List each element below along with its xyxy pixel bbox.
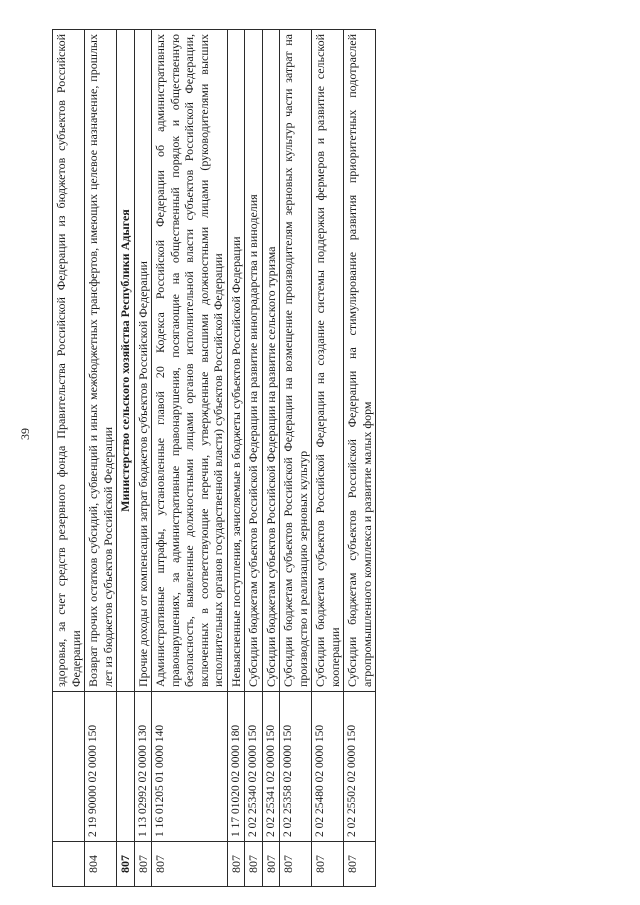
admin-code-cell — [53, 842, 85, 887]
table-row — [280, 30, 312, 887]
description-cell: Субсидии бюджетам субъектов Российской Федерации на развитие сельского туризма — [262, 30, 280, 692]
admin-code-cell: 807 — [262, 842, 280, 887]
budget-code-cell — [117, 692, 135, 842]
description-cell: Субсидии бюджетам субъектов Российской Федерации на стимулирование развития приоритетных подотраслей агропромышленного комплекса и развитие малых форм — [344, 30, 376, 692]
admin-code-cell: 807 — [134, 842, 152, 887]
budget-code-cell: 2 19 90000 02 0000 150 — [85, 692, 117, 842]
admin-code-cell: 804 — [85, 842, 117, 887]
description-cell: Субсидии бюджетам субъектов Российской Федерации на создание системы поддержки фермеров и развитие сельской кооперации — [312, 30, 344, 692]
description-cell: Административные штрафы, установленные главой 20 Кодекса Российской Федерации об административных правонарушениях, за административные правонарушения, посягающие на общественный порядок и общественную безопасность, выявленные должностными лицами органов исполнительной власти субъектов Российской Федерации, включенных в соответствующие перечни, утвержденные высшими должностными лицами (руководителями высших исполнительных органов государственной власти) субъектов Российской Федерации — [152, 30, 228, 692]
page-number: 39 — [18, 428, 32, 440]
admin-code-cell: 807 — [245, 842, 263, 887]
admin-code-cell: 807 — [117, 842, 135, 887]
description-cell: Возврат прочих остатков субсидий, субвенций и иных межбюджетных трансфертов, имеющих целевое назначение, прошлых лет из бюджетов субъектов Российской Федерации — [85, 30, 117, 692]
budget-code-cell: 2 02 25502 02 0000 150 — [344, 692, 376, 842]
table-row — [262, 30, 280, 887]
budget-code-cell: 2 02 25340 02 0000 150 — [245, 692, 263, 842]
table-row — [117, 30, 135, 887]
budget-code-cell: 2 02 25341 02 0000 150 — [262, 692, 280, 842]
description-cell: Субсидии бюджетам субъектов Российской Федерации на возмещение производителям зерновых культур части затрат на производство и реализацию зерновых культур — [280, 30, 312, 692]
description-cell: Прочие доходы от компенсации затрат бюджетов субъектов Российской Федерации — [134, 30, 152, 692]
admin-code-cell: 807 — [227, 842, 245, 887]
description-cell: Невыясненные поступления, зачисляемые в бюджеты субъектов Российской Федерации — [227, 30, 245, 692]
budget-code-cell: 1 17 01020 02 0000 180 — [227, 692, 245, 842]
admin-code-cell: 807 — [152, 842, 228, 887]
table-row — [312, 30, 344, 887]
table-row — [53, 30, 85, 887]
section-heading-cell: Министерство сельского хозяйства Республики Адыгея — [117, 30, 135, 692]
table-row — [134, 30, 152, 887]
admin-code-cell: 807 — [344, 842, 376, 887]
revenue-codes-table — [52, 29, 376, 887]
table-row — [344, 30, 376, 887]
admin-code-cell: 807 — [280, 842, 312, 887]
budget-code-cell: 1 16 01205 01 0000 140 — [152, 692, 228, 842]
budget-code-cell — [53, 692, 85, 842]
description-cell: здоровья, за счет средств резервного фонда Правительства Российской Федерации из бюджетов субъектов Российской Федерации — [53, 30, 85, 692]
budget-code-cell: 1 13 02992 02 0000 130 — [134, 692, 152, 842]
table-row — [227, 30, 245, 887]
budget-code-cell: 2 02 25358 02 0000 150 — [280, 692, 312, 842]
budget-code-cell: 2 02 25480 02 0000 150 — [312, 692, 344, 842]
description-cell: Субсидии бюджетам субъектов Российской Федерации на развитие виноградарства и виноделия — [245, 30, 263, 692]
table-row — [245, 30, 263, 887]
admin-code-cell: 807 — [312, 842, 344, 887]
table-body — [53, 30, 376, 887]
table-row — [152, 30, 228, 887]
table-row — [85, 30, 117, 887]
